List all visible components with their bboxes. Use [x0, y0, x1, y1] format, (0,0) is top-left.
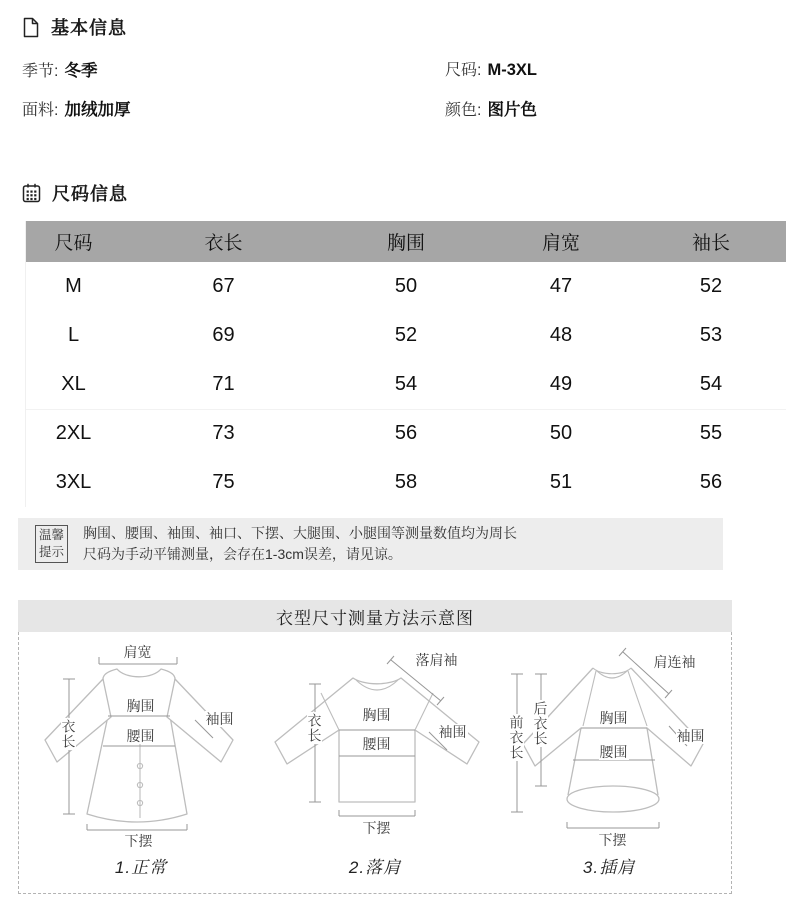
table-row-l — [26, 311, 786, 360]
label-chest: 胸围 — [126, 698, 155, 714]
label-chest: 胸围 — [599, 710, 628, 726]
cell: 52 — [326, 311, 486, 360]
label-sleeve-girth: 袖围 — [438, 724, 467, 740]
label-sleeve-girth: 袖围 — [676, 728, 705, 744]
caption-raglan: 3.插肩 — [582, 858, 636, 877]
cell: 49 — [486, 360, 636, 409]
diagram-drop-shoulder — [259, 644, 491, 893]
size-table-container[interactable] — [25, 221, 730, 507]
tips-badge — [35, 525, 68, 563]
diagram-raglan-art — [497, 644, 722, 849]
cell: 69 — [121, 311, 326, 360]
field-label: 面料: — [22, 102, 59, 119]
col-header-length: 衣长 — [121, 221, 326, 262]
field-value: 图片色 — [487, 101, 537, 119]
label-garment-length: 衣长 — [306, 713, 323, 743]
size-table — [26, 221, 786, 507]
cell: 53 — [636, 311, 786, 360]
cell: 3XL — [26, 458, 121, 507]
caption-normal: 1.正常 — [114, 858, 168, 877]
table-row-3xl — [26, 458, 786, 507]
cell: 55 — [636, 409, 786, 458]
size-info-header — [22, 180, 750, 206]
cell: 71 — [121, 360, 326, 409]
field-value: 冬季 — [64, 62, 98, 80]
table-row-2xl — [26, 409, 786, 458]
label-waist: 腰围 — [362, 736, 391, 752]
basic-info-title: 基本信息 — [51, 18, 127, 38]
label-front-length: 前衣长 — [508, 715, 525, 760]
label-shoulder-width: 肩宽 — [123, 644, 152, 660]
diagram-raglan — [493, 644, 725, 893]
diagram-normal — [25, 644, 257, 893]
col-header-sleeve: 袖长 — [636, 221, 786, 262]
tips-badge-line1: 温馨 — [39, 528, 65, 543]
table-row-m — [26, 262, 786, 311]
col-header-size: 尺码 — [26, 221, 121, 262]
size-info-title: 尺码信息 — [52, 184, 128, 204]
field-value: M-3XL — [487, 61, 537, 79]
label-hem: 下摆 — [124, 833, 153, 849]
diagram-drop-shoulder-art — [263, 644, 488, 849]
cell: 52 — [636, 262, 786, 311]
label-drop-shoulder-sleeve: 落肩袖 — [415, 652, 458, 668]
calendar-grid-icon — [22, 183, 41, 203]
table-row-xl — [26, 360, 786, 409]
basic-info-fields — [22, 57, 750, 120]
field-label: 季节: — [22, 63, 59, 80]
diagram-normal-art — [29, 644, 254, 849]
cell: 56 — [326, 409, 486, 458]
tips-text — [83, 523, 517, 565]
cell: 50 — [486, 409, 636, 458]
size-table-header-row — [26, 221, 786, 262]
label-raglan-sleeve: 肩连袖 — [653, 654, 696, 670]
cell: 67 — [121, 262, 326, 311]
cell: 54 — [636, 360, 786, 409]
col-header-shoulder: 肩宽 — [486, 221, 636, 262]
label-back-length: 后衣长 — [532, 701, 549, 746]
field-fabric — [22, 96, 445, 120]
label-garment-length: 衣长 — [60, 719, 77, 749]
label-chest: 胸围 — [362, 707, 391, 723]
cell: 48 — [486, 311, 636, 360]
field-color — [445, 96, 750, 120]
cell: 54 — [326, 360, 486, 409]
cell: 73 — [121, 409, 326, 458]
cell: 47 — [486, 262, 636, 311]
label-waist: 腰围 — [599, 744, 628, 760]
cell: 51 — [486, 458, 636, 507]
field-season — [22, 57, 445, 81]
cell: M — [26, 262, 121, 311]
label-hem: 下摆 — [598, 832, 627, 848]
document-icon — [22, 17, 40, 38]
diagram-container — [18, 632, 732, 894]
cell: 2XL — [26, 409, 121, 458]
field-label: 颜色: — [445, 102, 482, 119]
field-size-range — [445, 57, 750, 81]
basic-info-header — [22, 0, 750, 40]
diagram-section-title: 衣型尺寸测量方法示意图 — [18, 600, 732, 632]
cell: 58 — [326, 458, 486, 507]
tips-banner — [18, 518, 723, 570]
label-hem: 下摆 — [362, 820, 391, 836]
col-header-chest: 胸围 — [326, 221, 486, 262]
tips-line1: 胸围、腰围、袖围、袖口、下摆、大腿围、小腿围等测量数值均为周长 — [83, 525, 518, 541]
cell: XL — [26, 360, 121, 409]
tips-line2: 尺码为手动平铺测量，会存在1-3cm误差，请见谅。 — [83, 546, 402, 562]
tips-badge-line2: 提示 — [39, 545, 65, 559]
cell: L — [26, 311, 121, 360]
caption-drop-shoulder: 2.落肩 — [348, 858, 402, 877]
label-sleeve-girth: 袖围 — [205, 711, 234, 727]
cell: 56 — [636, 458, 786, 507]
field-label: 尺码: — [445, 62, 482, 79]
cell: 50 — [326, 262, 486, 311]
field-value: 加绒加厚 — [64, 101, 131, 119]
cell: 75 — [121, 458, 326, 507]
label-waist: 腰围 — [126, 728, 155, 744]
